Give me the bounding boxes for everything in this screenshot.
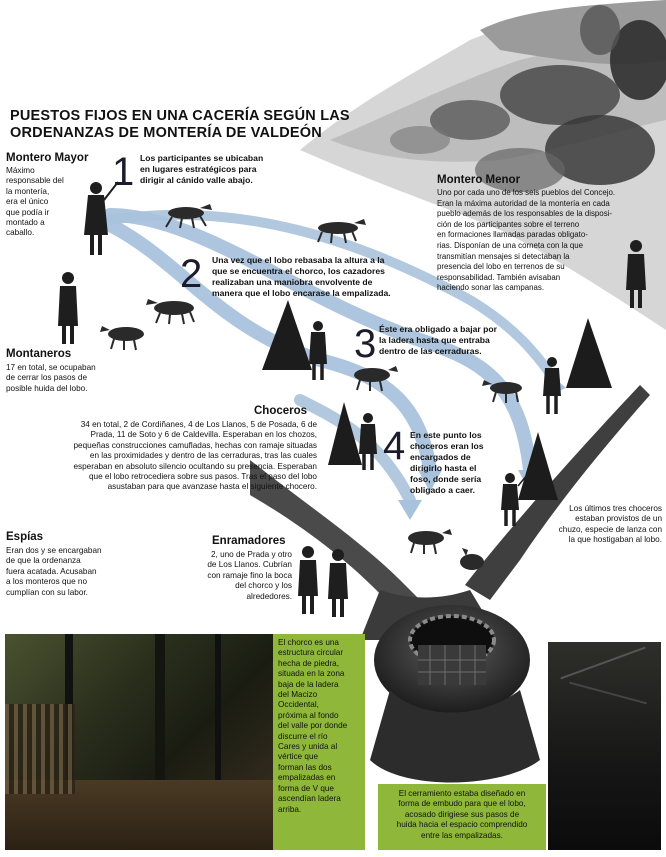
wolf-7 (408, 529, 452, 554)
text-line: la ladera hasta que entraba (379, 335, 490, 345)
text-line: que el lobo retrocediera sobre sus pasos. Tras el paso del lobo (88, 472, 317, 482)
figure-chocero-1 (309, 321, 327, 380)
wolf-4 (100, 326, 144, 350)
text-line: montado a (6, 218, 45, 228)
text-line: la que hostigaban al lobo. (568, 535, 662, 545)
text-line: en lugares estratégicos para (140, 164, 257, 174)
text-line: 17 en total, se ocupaban (6, 363, 96, 372)
caption-line: hecha de piedra, (278, 658, 339, 668)
step-3-text (379, 324, 497, 357)
chorco-caption (273, 634, 365, 850)
step-2-number: 2 (180, 252, 203, 296)
text-line: haciendo sonar las campanas. (437, 283, 545, 293)
text-line: alrededores. (246, 591, 292, 601)
caption-line: El cerramiento estaba diseñado en (398, 789, 526, 798)
text-line: Máximo (6, 166, 35, 175)
step-4-number: 4 (383, 424, 406, 468)
text-line: responsabilidad. También avisaban (437, 272, 561, 282)
text-line: de Los Llanos. Cubrían (207, 560, 292, 570)
text-line: transmitían mensajes si detectaban la (437, 251, 570, 261)
text-line: obligado a caer. (410, 485, 475, 495)
caption-line: huida hacia el espacio comprendido (396, 820, 528, 830)
text-line: chuzo, especie de lanza con (558, 524, 662, 534)
caption-line: entre las empalizadas. (421, 830, 503, 840)
caption-line: acosado dirigiese sus pasos de (404, 809, 520, 819)
text-line: fuera acatada. Acusaban (6, 566, 97, 576)
caption-line: del valle por donde (278, 721, 348, 731)
text-line: de cerrar los pasos de (6, 373, 88, 383)
text-line: que podía ir (6, 207, 50, 217)
caption-line: estructura circular (278, 648, 344, 658)
text-line: dentro de las cerraduras. (379, 346, 482, 356)
text-line: a los monteros que no (6, 577, 88, 587)
text-line: responsable del (6, 176, 64, 186)
text-line: presencia del lobo en terrenos de su (437, 262, 565, 272)
text-line: cumplían con su labor. (6, 587, 88, 597)
caption-line: Cares y unida al (278, 742, 338, 752)
espias-text (6, 546, 102, 598)
text-line: del chorco y los (235, 581, 292, 591)
caption-line: ascendían ladera (278, 794, 341, 804)
text-line: Éste era obligado a bajar por (379, 324, 497, 334)
text-line: dirigirlo hasta el (410, 463, 477, 473)
montero-mayor-heading: Montero Mayor (6, 152, 89, 164)
text-line: estaban provistos de un (575, 514, 662, 524)
text-line: de que la ordenanza (6, 556, 81, 566)
text-line: En este punto los (410, 430, 482, 440)
cerramiento-caption (378, 784, 546, 850)
enramadores-text (200, 550, 292, 602)
montero-mayor-text (6, 166, 64, 239)
caption-line: El chorco es una (278, 638, 339, 647)
text-line: caballo. (6, 228, 35, 238)
text-line: Los participantes se ubicaban (140, 153, 264, 163)
montero-menor-text (437, 188, 615, 294)
step-1-text (140, 153, 263, 186)
text-line: en las proximidades y dentro de las cerraduras, tras las cuales (89, 451, 317, 461)
text-line: Los últimos tres choceros (569, 504, 662, 513)
step-3-number: 3 (354, 322, 377, 366)
wolf-8 (460, 548, 484, 570)
text-line: 34 en total, 2 de Cordiñanes, 4 de Los Llanos, 5 de Posada, 6 de (80, 420, 317, 429)
text-line: Prada, 11 de Soto y 6 de Caldevilla. Esperaban en los chozos, (90, 430, 317, 440)
espias-heading: Espías (6, 531, 44, 543)
text-line: Eran la máxima autoridad de la montería en cada (437, 198, 610, 208)
wolf-3 (146, 299, 194, 324)
caption-line: baja de la ladera (278, 679, 339, 689)
page-title (10, 108, 350, 142)
caption-line: forma de embudo para que el lobo, (398, 799, 526, 809)
text-line: esperaban en absoluto silencio ocultando su presencia. Esperaban (73, 461, 317, 471)
caption-line: situada en la zona (278, 669, 345, 679)
step-1-number: 1 (112, 150, 135, 194)
text-line: la montería, (6, 186, 50, 196)
step-2-text (212, 255, 391, 299)
text-line: 2, uno de Prada y otro (210, 550, 292, 559)
text-line: pequeñas construcciones camufladas, hechas con ramaje situadas (73, 440, 317, 450)
forest-photo (5, 634, 273, 850)
text-line: asustaban para que avanzase hasta el siguiente chocero. (107, 482, 317, 492)
caption-line: Occidental, (278, 700, 319, 710)
text-line: foso, donde sería (410, 474, 482, 484)
text-line: choceros eran los (410, 441, 484, 451)
dark-forest-photo (548, 642, 661, 850)
text-line: rias. Disponían de una corneta con la que (437, 240, 584, 250)
text-line: Uno por cada uno de los seis pueblos del Concejo. (437, 188, 616, 197)
caption-line: forma de V que (278, 783, 334, 793)
text-line: Una vez que el lobo rebasaba la altura a la (212, 255, 385, 265)
title-line-1: PUESTOS FIJOS EN UNA CACERÍA SEGÚN LAS (10, 108, 350, 124)
text-line: Eran dos y se encargaban (6, 546, 102, 555)
branch (569, 682, 647, 705)
text-line: realizaban una maniobra envolvente de (212, 277, 373, 287)
text-line: con ramaje fino la boca (207, 570, 292, 580)
ultimos-choceros-text (526, 504, 662, 546)
choceros-heading: Choceros (254, 405, 308, 417)
chorco-pit (370, 605, 540, 783)
figure-enramador-1 (298, 546, 318, 614)
text-line: ción de los participantes sobre el terreno (437, 219, 580, 229)
wooden-fence (5, 704, 75, 794)
montero-menor-heading: Montero Menor (437, 174, 521, 186)
text-line: manera que el lobo encarase la empalizada. (212, 288, 391, 298)
caption-line: empalizadas en (278, 773, 336, 783)
figure-chocero-2 (359, 413, 377, 470)
text-line: pueblo además de los responsables de la disposi- (437, 209, 613, 219)
montaneros-heading: Montaneros (6, 348, 72, 360)
choceros-text (12, 420, 317, 493)
figure-montanero (58, 272, 78, 344)
text-line: que se encuentra el chorco, los cazadores (212, 266, 385, 276)
caption-line: vértice que (278, 752, 319, 762)
caption-line: discurre el río (278, 731, 328, 741)
caption-line: arriba. (278, 804, 302, 814)
caption-line: del Macizo (278, 690, 318, 700)
chozo-2 (566, 318, 612, 388)
enramadores-heading: Enramadores (212, 535, 286, 547)
text-line: era el único (6, 197, 49, 207)
step-4-text (410, 430, 484, 496)
title-line-2: ORDENANZAS DE MONTERÍA DE VALDEÓN (10, 125, 322, 141)
text-line: encargados de (410, 452, 471, 462)
text-line: dirigir al cánido valle abajo. (140, 175, 253, 185)
caption-line: próxima al fondo (278, 710, 339, 720)
text-line: posible huida del lobo. (6, 383, 88, 393)
caption-line: forman las dos (278, 762, 332, 772)
branch (560, 647, 645, 680)
text-line: en formaciones llamadas paradas obligato- (437, 230, 588, 240)
montaneros-text (6, 363, 96, 394)
